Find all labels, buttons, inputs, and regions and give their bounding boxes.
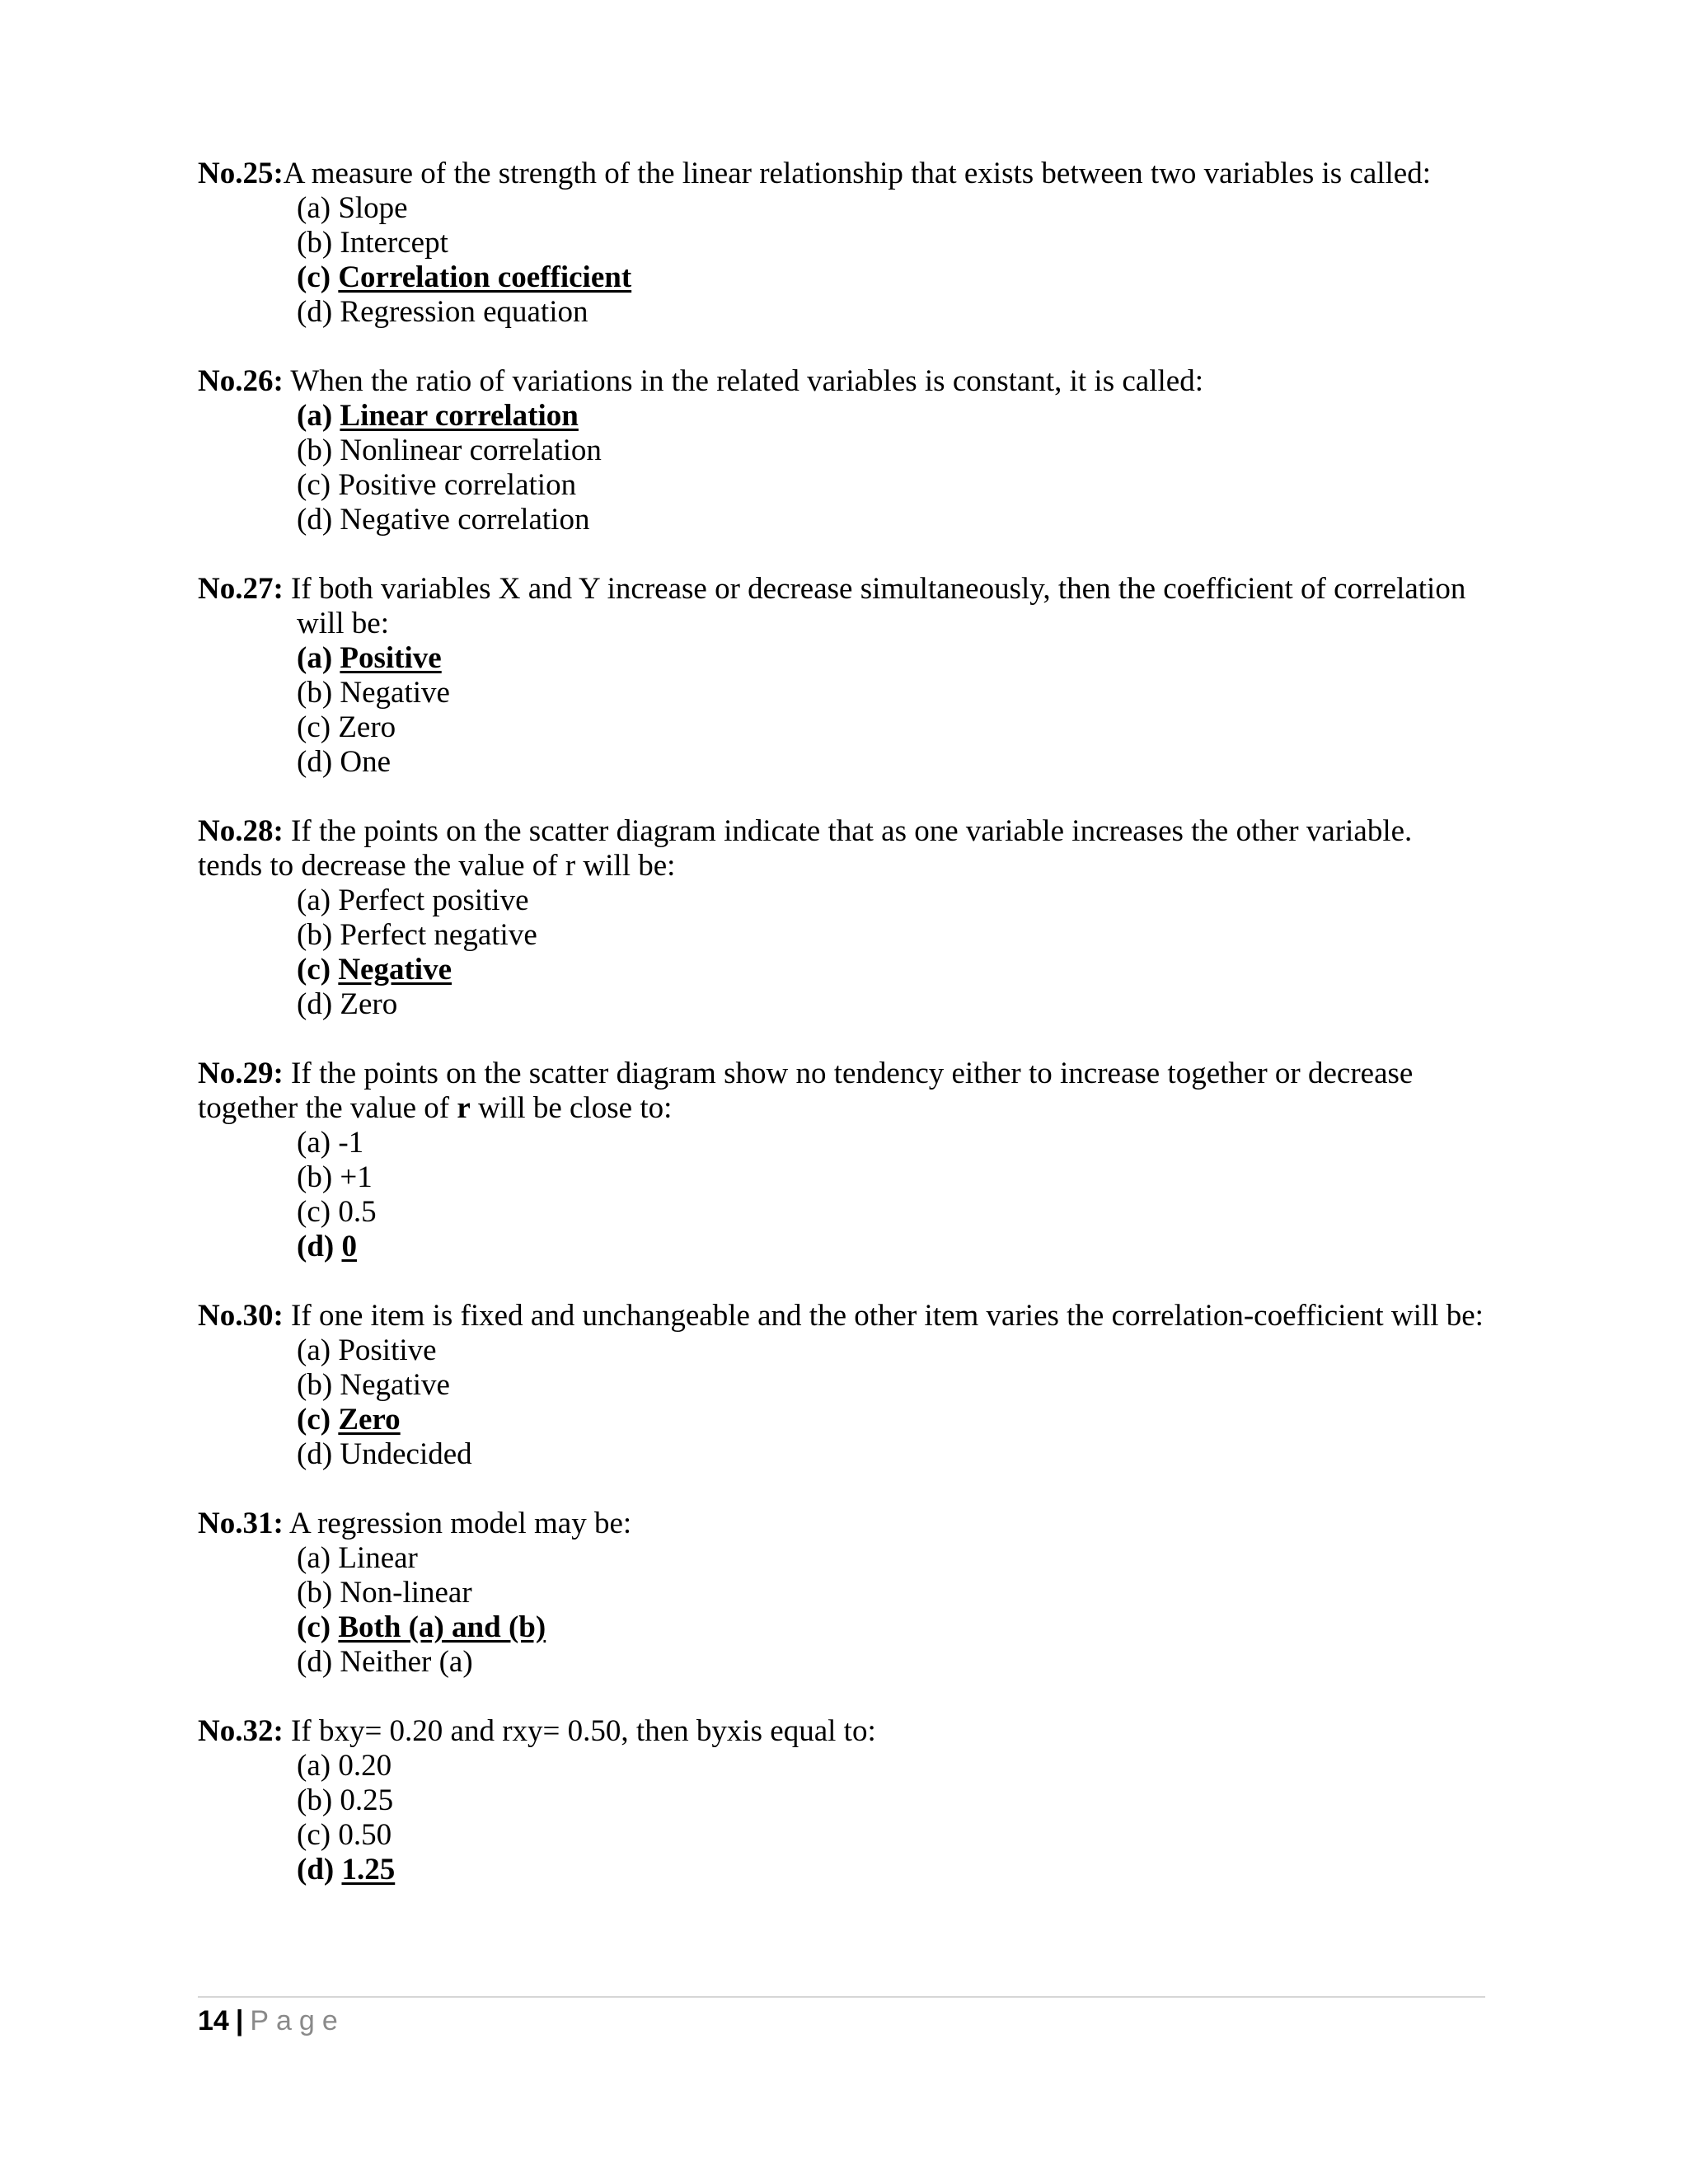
question-29 [198, 1057, 1484, 1264]
question-text-end: will be close to: [470, 1091, 673, 1125]
option-text: Slope [338, 191, 408, 225]
option-text: Positive correlation [338, 468, 577, 502]
option-d-correct-answer [297, 1230, 1484, 1264]
option-letter: (b) [297, 1783, 333, 1817]
question-number: No.29: [198, 1057, 284, 1090]
question-stem [198, 157, 1484, 191]
question-text: A measure of the strength of the linear relationship that exists between two variables is called: [283, 157, 1432, 190]
option-d [297, 1437, 1484, 1472]
option-text: Non-linear [340, 1576, 472, 1610]
question-26 [198, 364, 1484, 537]
option-list [198, 641, 1484, 780]
option-letter: (a) [297, 191, 331, 225]
option-a-correct-answer [297, 641, 1484, 676]
question-27 [198, 572, 1484, 780]
option-b [297, 1160, 1484, 1195]
question-28 [198, 814, 1484, 1022]
option-a [297, 1749, 1484, 1783]
option-list [198, 399, 1484, 537]
option-list [198, 1541, 1484, 1680]
option-text: 0.20 [338, 1749, 392, 1783]
question-text: If one item is fixed and unchangeable and the other item varies the correlation-coefficient will be: [291, 1299, 1484, 1333]
question-number: No.27: [198, 572, 284, 606]
question-text: If bxy= 0.20 and rxy= 0.50, then byxis equal to: [291, 1714, 876, 1748]
option-list [198, 191, 1484, 330]
option-letter: (d) [297, 745, 333, 779]
option-text: Positive [340, 641, 442, 675]
question-text: A regression model may be: [289, 1507, 632, 1540]
option-text: Neither (a) [340, 1645, 473, 1679]
question-stem [198, 1507, 1484, 1541]
option-letter: (a) [297, 1333, 331, 1367]
option-text: 0.5 [338, 1195, 377, 1229]
question-number: No.26: [198, 364, 284, 398]
option-a [297, 1541, 1484, 1576]
question-30 [198, 1299, 1484, 1472]
page-number: 14 [198, 2005, 229, 2036]
option-letter: (b) [297, 676, 333, 710]
question-number: No.30: [198, 1299, 284, 1333]
question-text: If the points on the scatter diagram indicate that as one variable increases the other variable. tends to decrease the value of r will be: [198, 814, 1413, 883]
question-text: If the points on the scatter diagram show no tendency either to increase together or decrease together the value of [198, 1057, 1414, 1125]
option-d [297, 295, 1484, 330]
question-number: No.28: [198, 814, 284, 848]
option-text: Zero [338, 1403, 401, 1436]
option-letter: (b) [297, 1160, 333, 1194]
option-letter: (c) [297, 1195, 331, 1229]
question-stem [198, 814, 1484, 883]
option-a [297, 1333, 1484, 1368]
option-list [198, 1749, 1484, 1887]
document-page [198, 157, 1484, 1922]
option-letter: (b) [297, 1368, 333, 1402]
option-letter: (b) [297, 226, 333, 260]
option-letter: (c) [297, 1403, 331, 1436]
option-letter: (b) [297, 918, 333, 952]
option-b [297, 434, 1484, 468]
footer-divider [198, 1996, 1485, 1998]
option-text: Nonlinear correlation [340, 434, 602, 467]
option-b [297, 1368, 1484, 1403]
option-text: Correlation coefficient [338, 260, 632, 294]
option-letter: (c) [297, 468, 331, 502]
option-letter: (a) [297, 641, 333, 675]
question-text: When the ratio of variations in the related variables is constant, it is called: [290, 364, 1203, 398]
option-a-correct-answer [297, 399, 1484, 434]
footer-separator: | [235, 2005, 244, 2036]
option-b [297, 226, 1484, 260]
option-letter: (d) [297, 295, 333, 329]
option-text: Perfect positive [338, 883, 529, 917]
option-text: Negative correlation [340, 503, 590, 537]
question-stem [198, 1299, 1484, 1333]
option-text: -1 [338, 1126, 364, 1160]
option-text: Zero [338, 710, 396, 744]
option-letter: (c) [297, 1610, 331, 1644]
option-text: Intercept [340, 226, 448, 260]
option-b [297, 1576, 1484, 1610]
option-d [297, 503, 1484, 537]
option-c-correct-answer [297, 953, 1484, 987]
option-letter: (c) [297, 1818, 331, 1852]
option-letter: (a) [297, 883, 331, 917]
option-letter: (c) [297, 260, 331, 294]
option-d [297, 745, 1484, 780]
question-number: No.25: [198, 157, 284, 190]
option-list [198, 1333, 1484, 1472]
option-letter: (d) [297, 1645, 333, 1679]
option-text: Regression equation [340, 295, 588, 329]
option-letter: (a) [297, 399, 333, 433]
option-a [297, 883, 1484, 918]
option-letter: (d) [297, 1437, 333, 1471]
option-text: +1 [340, 1160, 373, 1194]
question-stem [198, 364, 1484, 399]
option-c [297, 1195, 1484, 1230]
option-text: 0.50 [338, 1818, 392, 1852]
option-letter: (d) [297, 503, 333, 537]
question-25 [198, 157, 1484, 330]
option-d [297, 1645, 1484, 1680]
page-label: Page [250, 2005, 345, 2036]
option-c-correct-answer [297, 1610, 1484, 1645]
option-d-correct-answer [297, 1853, 1484, 1887]
option-text: Positive [338, 1333, 437, 1367]
option-letter: (d) [297, 1853, 335, 1886]
option-b [297, 676, 1484, 710]
option-b [297, 1783, 1484, 1818]
question-number: No.32: [198, 1714, 284, 1748]
option-letter: (c) [297, 710, 331, 744]
option-letter: (d) [297, 987, 333, 1021]
option-list [198, 883, 1484, 1022]
option-a [297, 191, 1484, 226]
option-text: Linear [338, 1541, 418, 1575]
question-stem [198, 1057, 1484, 1126]
option-letter: (b) [297, 1576, 333, 1610]
option-text: Both (a) and (b) [338, 1610, 546, 1644]
option-b [297, 918, 1484, 953]
question-number: No.31: [198, 1507, 284, 1540]
option-text: Zero [340, 987, 398, 1021]
option-letter: (c) [297, 953, 331, 987]
option-text: 0.25 [340, 1783, 394, 1817]
question-31 [198, 1507, 1484, 1680]
option-c [297, 1818, 1484, 1853]
option-text: Negative [340, 676, 450, 710]
option-text: Perfect negative [340, 918, 537, 952]
option-text: One [340, 745, 392, 779]
option-c [297, 710, 1484, 745]
option-c-correct-answer [297, 260, 1484, 295]
option-text: Linear correlation [340, 399, 579, 433]
option-text: Negative [340, 1368, 450, 1402]
option-text: 0 [341, 1230, 357, 1263]
option-c-correct-answer [297, 1403, 1484, 1437]
option-letter: (a) [297, 1126, 331, 1160]
question-stem [198, 1714, 1484, 1749]
variable-r: r [457, 1091, 471, 1125]
option-letter: (a) [297, 1541, 331, 1575]
question-32 [198, 1714, 1484, 1887]
question-stem [198, 572, 1484, 641]
option-text: Negative [338, 953, 452, 987]
option-d [297, 987, 1484, 1022]
option-text: Undecided [340, 1437, 472, 1471]
option-list [198, 1126, 1484, 1264]
option-text: 1.25 [341, 1853, 396, 1886]
option-letter: (d) [297, 1230, 335, 1263]
option-letter: (b) [297, 434, 333, 467]
option-a [297, 1126, 1484, 1160]
question-text: If both variables X and Y increase or decrease simultaneously, then the coefficient of correlation will be: [291, 572, 1466, 640]
option-c [297, 468, 1484, 503]
page-footer [198, 2004, 345, 2037]
option-letter: (a) [297, 1749, 331, 1783]
